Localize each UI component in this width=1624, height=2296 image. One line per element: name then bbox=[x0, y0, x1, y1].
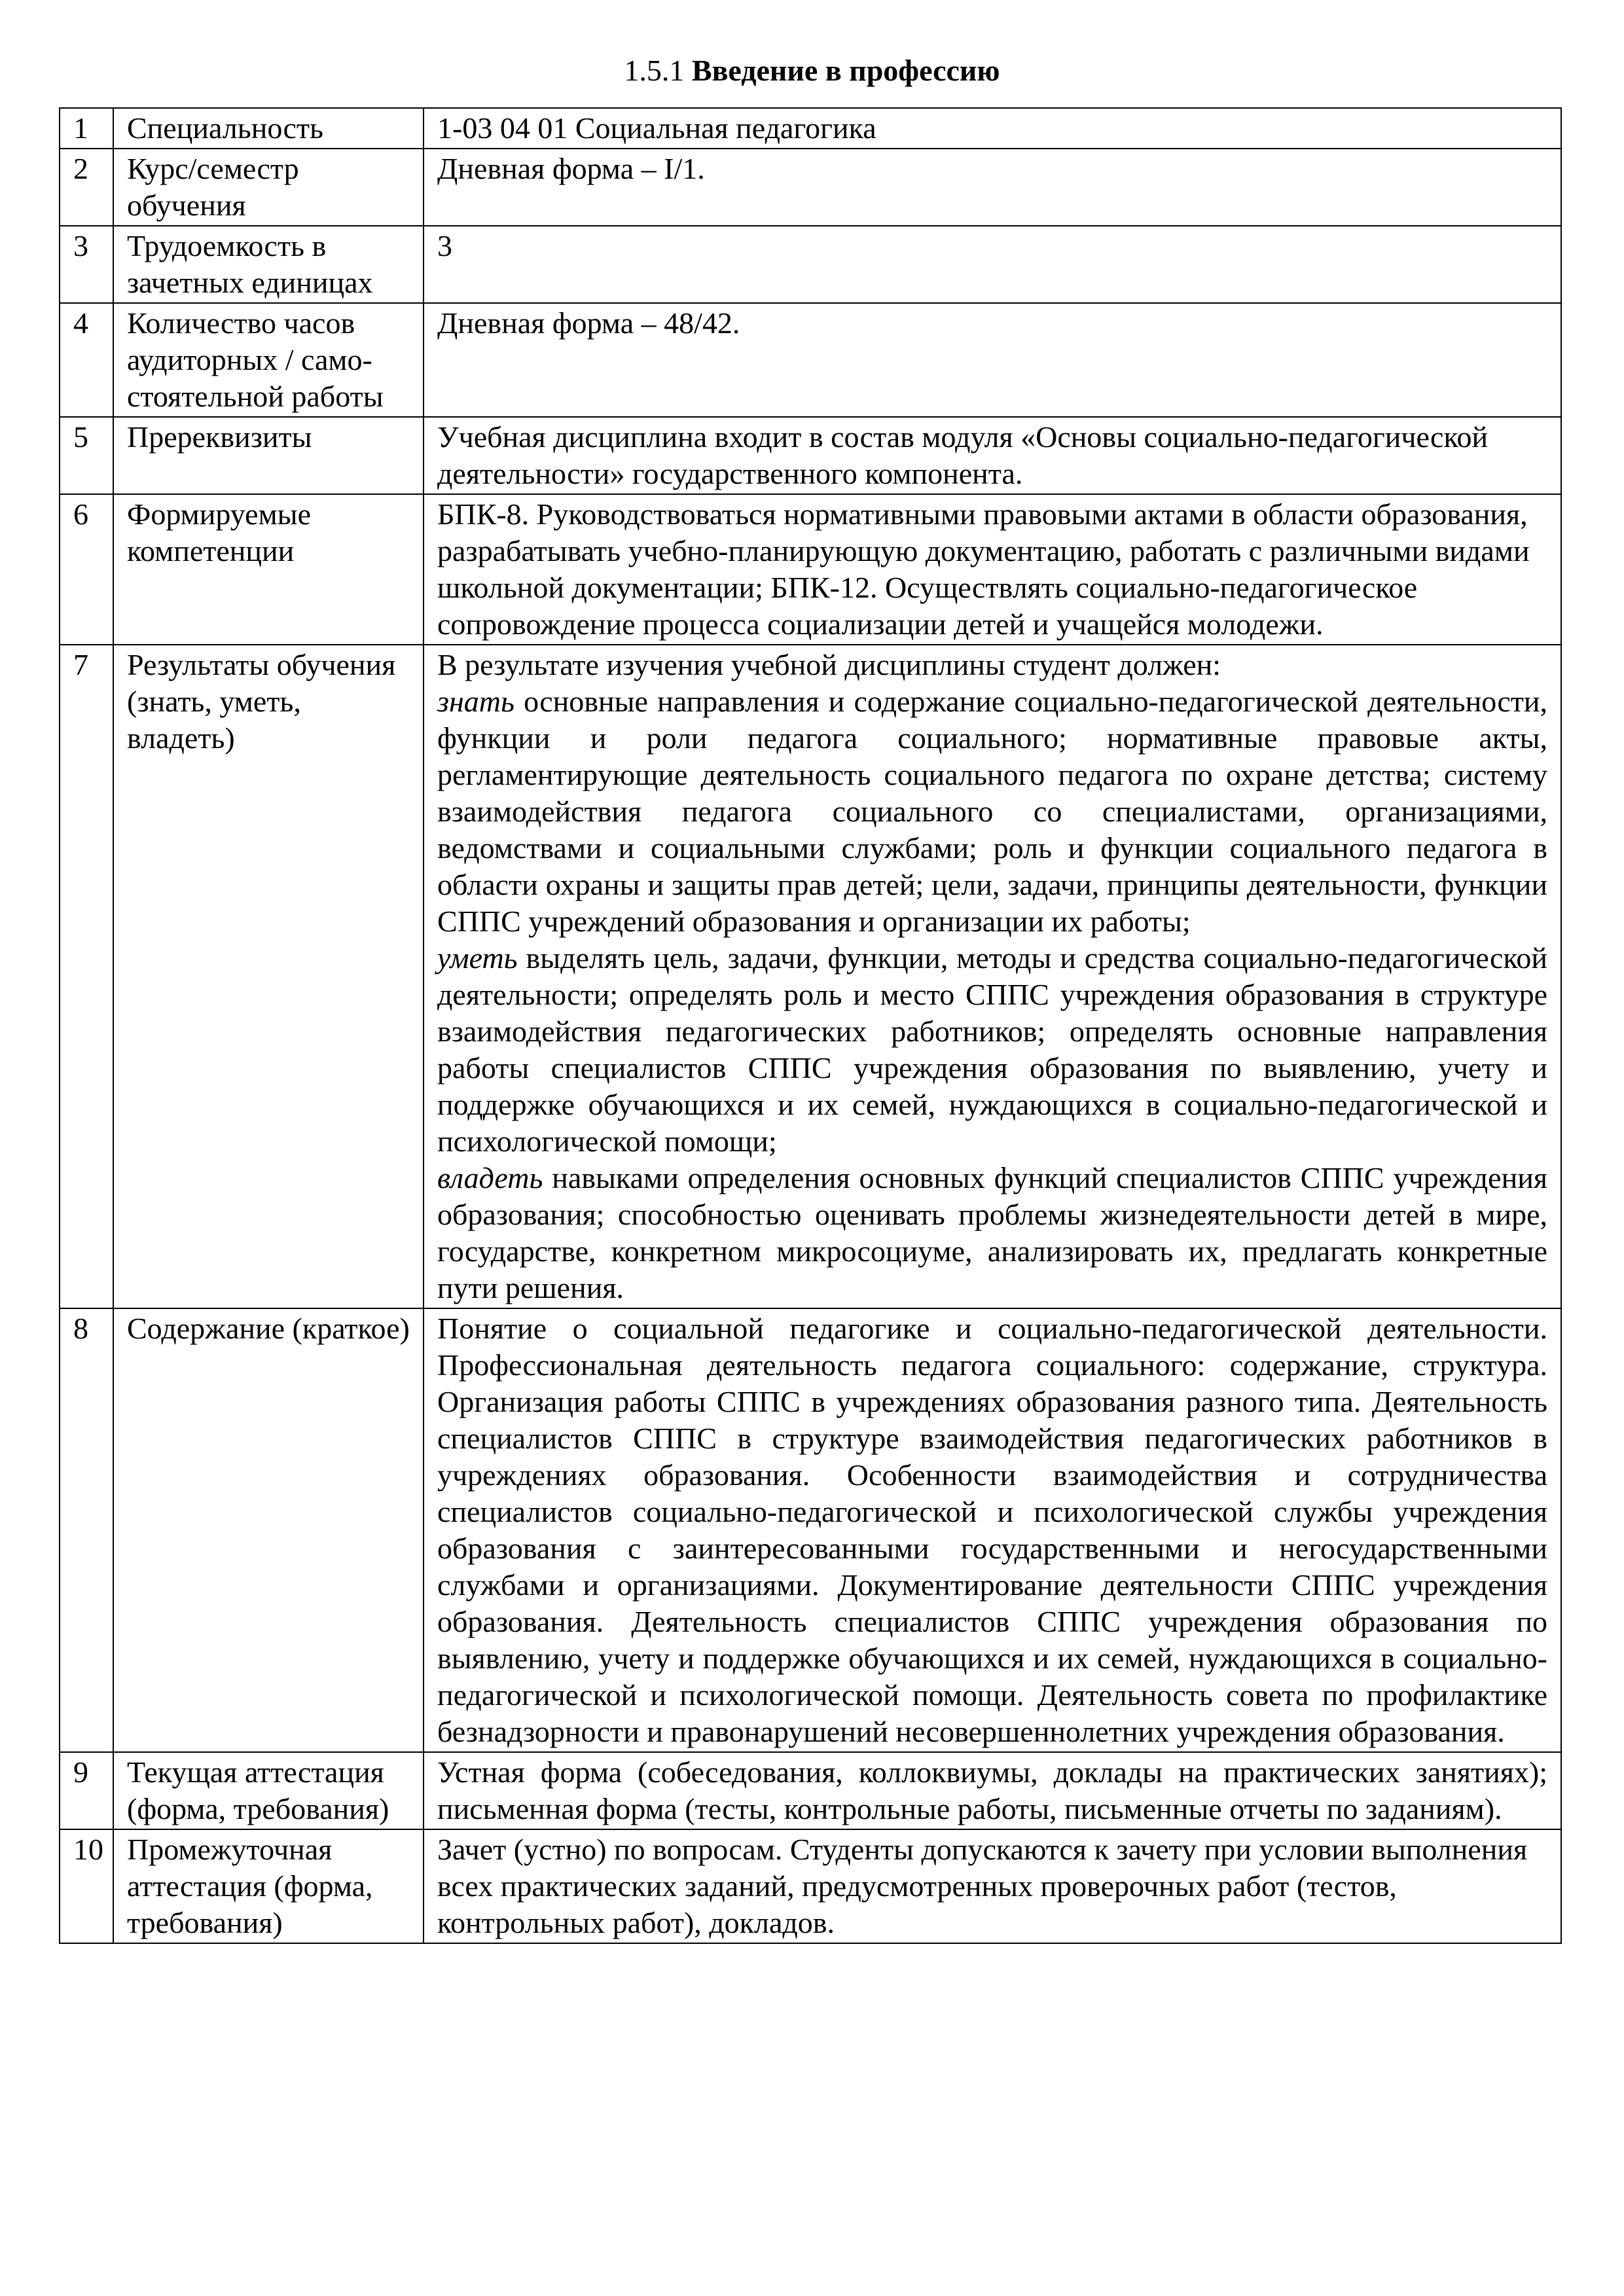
own-keyword: владеть bbox=[437, 1161, 543, 1194]
course-info-table bbox=[59, 107, 1562, 1944]
row-label: Специальность bbox=[113, 108, 424, 149]
row-content: 3 bbox=[424, 226, 1561, 303]
row-content: Учебная дисциплина входит в состав модуля «Основы социально-педагогической деятельности» государственного компонента. bbox=[424, 417, 1561, 494]
row-number: 4 bbox=[60, 303, 113, 417]
row-number: 6 bbox=[60, 494, 113, 645]
know-text: основные направления и содержание социально-педагогической деятельности, функции и роли педагога социального; нормативные правовые акты, регламентирующие деятельность социального педагога по охране детства; систему взаимодействия педагога социального со специалистами, организациями, ведомствами и социальными службами; роль и функции социального педагога в области охраны и защиты прав детей; цели, задачи, принципы деятельности, функции СППС учреждений образования и организации их работы; bbox=[437, 685, 1547, 938]
row-content: Зачет (устно) по вопросам. Студенты допускаются к зачету при условии выполнения всех практических заданий, предусмотренных проверочных работ (тестов, контрольных работ), докладов. bbox=[424, 1829, 1561, 1943]
can-text: выделять цель, задачи, функции, методы и средства социально-педагогической деятельности; определять роль и место СППС учреждения образования в структуре взаимодействия педагогических работников; определять основные направления работы специалистов СППС учреждения образования по выявлению, учету и поддержке обучающихся и их семей, нуждающихся в социально-педагогической и психологической помощи; bbox=[437, 941, 1547, 1158]
row-label: Результаты обучения (знать, уметь, владеть) bbox=[113, 645, 424, 1308]
learning-intro: В результате изучения учебной дисциплины студент должен: bbox=[437, 648, 1221, 681]
row-content: 1-03 04 01 Социальная педагогика bbox=[424, 108, 1561, 149]
table-row bbox=[60, 645, 1561, 1308]
row-number: 7 bbox=[60, 645, 113, 1308]
table-row bbox=[60, 494, 1561, 645]
row-content: Понятие о социальной педагогике и социально-педагогической деятельности. Профессиональная деятельность педагога социального: содержание, структура. Организация работы СППС в учреждениях образования разного типа. Деятельность специалистов СППС в структуре взаимодействия педагогических работников в учреждениях образования. Особенности взаимодействия и сотрудничества специалистов социально-педагогической и психологической службы учреждения образования с заинтересованными государственными и негосударственными службами и организациями. Документирование деятельности СППС учреждения образования. Деятельность специалистов СППС учреждения образования по выявлению, учету и поддержке обучающихся и их семей, нуждающихся в социально-педагогической и психологической помощи. Деятельность совета по профилактике безнадзорности и правонарушений несовершеннолетних учреждения образования. bbox=[424, 1308, 1561, 1752]
can-keyword: уметь bbox=[437, 941, 518, 975]
row-label: Количество часов аудиторных / само-стоятельной работы bbox=[113, 303, 424, 417]
row-label: Текущая аттестация (форма, требования) bbox=[113, 1752, 424, 1829]
row-number: 1 bbox=[60, 108, 113, 149]
table-row bbox=[60, 108, 1561, 149]
table-row bbox=[60, 1829, 1561, 1943]
row-number: 8 bbox=[60, 1308, 113, 1752]
row-label: Пререквизиты bbox=[113, 417, 424, 494]
row-label: Формируемые компетенции bbox=[113, 494, 424, 645]
row-number: 2 bbox=[60, 149, 113, 226]
section-title: Введение в профессию bbox=[691, 54, 1000, 87]
table-row bbox=[60, 149, 1561, 226]
table-row bbox=[60, 1308, 1561, 1752]
table-row bbox=[60, 303, 1561, 417]
own-text: навыками определения основных функций специалистов СППС учреждения образования; способностью оценивать проблемы жизнедеятельности детей в мире, государстве, конкретном микросоциуме, анализировать их, предлагать конкретные пути решения. bbox=[437, 1161, 1547, 1304]
row-content: БПК-8. Руководствоваться нормативными правовыми актами в области образования, разрабатывать учебно-планирующую документацию, работать с различными видами школьной документации; БПК-12. Осуществлять социально-педагогическое сопровождение процесса социализации детей и учащейся молодежи. bbox=[424, 494, 1561, 645]
row-number: 3 bbox=[60, 226, 113, 303]
row-content: Дневная форма – I/1. bbox=[424, 149, 1561, 226]
table-row bbox=[60, 226, 1561, 303]
row-label: Трудоемкость в зачетных единицах bbox=[113, 226, 424, 303]
row-number: 9 bbox=[60, 1752, 113, 1829]
table-row bbox=[60, 417, 1561, 494]
row-label: Промежуточная аттестация (форма, требования) bbox=[113, 1829, 424, 1943]
row-content: Устная форма (собеседования, коллоквиумы, доклады на практических занятиях); письменная форма (тесты, контрольные работы, письменные отчеты по заданиям). bbox=[424, 1752, 1561, 1829]
row-content: Дневная форма – 48/42. bbox=[424, 303, 1561, 417]
table-row bbox=[60, 1752, 1561, 1829]
section-number: 1.5.1 bbox=[624, 54, 685, 87]
row-label: Содержание (краткое) bbox=[113, 1308, 424, 1752]
page-title bbox=[0, 51, 1624, 90]
row-label: Курс/семестр обучения bbox=[113, 149, 424, 226]
row-number: 10 bbox=[60, 1829, 113, 1943]
row-number: 5 bbox=[60, 417, 113, 494]
know-keyword: знать bbox=[437, 685, 514, 718]
row-content bbox=[424, 645, 1561, 1308]
